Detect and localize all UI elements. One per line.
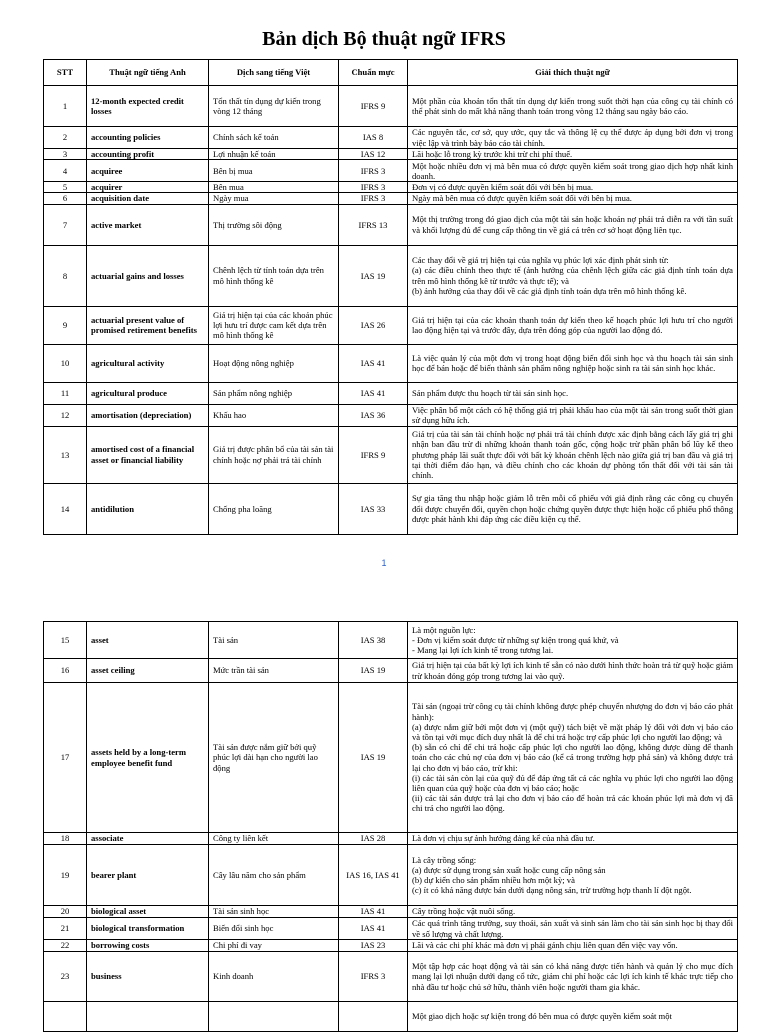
- definition: Lãi và các chi phí khác mà đơn vị phải gánh chịu liên quan đến việc vay vốn.: [408, 940, 738, 952]
- term-vietnamese: Giá trị hiện tại của các khoản phúc lợi hưu trí được cam kết dựa trên mô hình thống kê: [209, 306, 339, 344]
- standard: IFRS 3: [339, 160, 408, 182]
- term-vietnamese: Chi phí đi vay: [209, 940, 339, 952]
- row-number: 10: [44, 344, 87, 382]
- table-row: [44, 952, 738, 1002]
- term-vietnamese: Khấu hao: [209, 404, 339, 426]
- table-row: [44, 149, 738, 160]
- term-vietnamese: Ngày mua: [209, 193, 339, 204]
- standard: IAS 36: [339, 404, 408, 426]
- row-number: 15: [44, 622, 87, 659]
- definition: Sản phẩm được thu hoạch từ tài sản sinh học.: [408, 382, 738, 404]
- table-row: [44, 426, 738, 483]
- term-english: borrowing costs: [87, 940, 209, 952]
- term-vietnamese: Giá trị được phân bổ của tài sản tài chính hoặc nợ phải trả tài chính: [209, 426, 339, 483]
- term-vietnamese: Bên bị mua: [209, 160, 339, 182]
- row-number: 17: [44, 683, 87, 833]
- term-vietnamese: Kinh doanh: [209, 952, 339, 1002]
- term-english: asset ceiling: [87, 659, 209, 683]
- standard: IFRS 3: [339, 182, 408, 193]
- term-english: actuarial gains and losses: [87, 245, 209, 306]
- row-number: 2: [44, 127, 87, 149]
- term-english: amortisation (depreciation): [87, 404, 209, 426]
- row-number: 22: [44, 940, 87, 952]
- table-row: [44, 160, 738, 182]
- definition: Các nguyên tắc, cơ sở, quy ước, quy tắc và thông lệ cụ thể được áp dụng bởi đơn vị trong việc lập và trình bày báo cáo tài chính.: [408, 127, 738, 149]
- definition: Giá trị hiện tại của các khoản thanh toán dự kiến theo kế hoạch phúc lợi hưu trí cho người lao động hiện tại và trước đây, dựa trên đóng góp của người lao động đó.: [408, 306, 738, 344]
- definition: Một phần của khoản tổn thất tín dụng dự kiến trong suốt thời hạn của công cụ tài chính có thể phát sinh do mất khả năng thanh toán trong vòng 12 tháng sau ngày báo cáo.: [408, 86, 738, 127]
- row-number: [44, 1002, 87, 1032]
- row-number: 19: [44, 845, 87, 906]
- table-row: [44, 127, 738, 149]
- term-vietnamese: Công ty liên kết: [209, 833, 339, 845]
- definition: Một thị trường trong đó giao dịch của một tài sản hoặc khoản nợ phải trả diễn ra với tần suất và khối lượng đủ để cung cấp thông tin về giá cả trên cơ sở hoạt động liên tục.: [408, 204, 738, 245]
- term-english: biological transformation: [87, 918, 209, 940]
- term-vietnamese: Chống pha loãng: [209, 483, 339, 534]
- table-row: [44, 906, 738, 918]
- term-english: bearer plant: [87, 845, 209, 906]
- standard: IAS 19: [339, 245, 408, 306]
- definition: Là việc quản lý của một đơn vị trong hoạt động biến đổi sinh học và thu hoạch tài sản sinh học để bán hoặc để biến thành sản phẩm nông nghiệp hoặc sinh ra tài sản sinh học khác.: [408, 344, 738, 382]
- row-number: 16: [44, 659, 87, 683]
- definition: Ngày mà bên mua có được quyền kiểm soát đối với bên bị mua.: [408, 193, 738, 204]
- term-vietnamese: [209, 1002, 339, 1032]
- header-explanation: Giải thích thuật ngữ: [408, 60, 738, 86]
- standard: IAS 19: [339, 683, 408, 833]
- table-row: [44, 182, 738, 193]
- standard: IAS 33: [339, 483, 408, 534]
- header-stt: STT: [44, 60, 87, 86]
- standard: IAS 8: [339, 127, 408, 149]
- row-number: 3: [44, 149, 87, 160]
- term-vietnamese: Hoạt động nông nghiệp: [209, 344, 339, 382]
- definition: Tài sản (ngoại trừ công cụ tài chính không được phép chuyển nhượng do đơn vị báo cáo phát hành): (a) được nắm giữ bởi một đơn vị (một quỹ) tách biệt về mặt pháp lý đối với đơn vị báo cáo và tồn tại với mục đích duy nhất là để chi trả hoặc trợ cấp phúc lợi cho người lao động; và (b) sẵn có chỉ để chi trả hoặc cấp phúc lợi cho người lao động, không được dùng để thanh toán cho các chủ nợ của đơn vị báo cáo (kể cả trong trường hợp phá sản) và không được trả lại cho đơn vị báo cáo, trừ khi: (i) các tài sản còn lại của quỹ đủ để đáp ứng tất cả các nghĩa vụ phúc lợi cho người lao động liên quan của quỹ hoặc của đơn vị báo cáo; hoặc (ii) các tài sản được trả lại cho đơn vị báo cáo để hoàn trả các khoản phúc lợi mà đơn vị đã chi trả cho người lao động.: [408, 683, 738, 833]
- standard: IAS 28: [339, 833, 408, 845]
- table-header-row: [44, 60, 738, 86]
- table-row: [44, 845, 738, 906]
- standard: IAS 12: [339, 149, 408, 160]
- definition: Một hoặc nhiều đơn vị mà bên mua có được quyền kiểm soát trong giao dịch hợp nhất kinh doanh.: [408, 160, 738, 182]
- table-row: [44, 86, 738, 127]
- table-row: [44, 344, 738, 382]
- term-vietnamese: Tài sản được nắm giữ bởi quỹ phúc lợi dài hạn cho người lao động: [209, 683, 339, 833]
- term-english: accounting policies: [87, 127, 209, 149]
- row-number: 5: [44, 182, 87, 193]
- standard: [339, 1002, 408, 1032]
- standard: IAS 23: [339, 940, 408, 952]
- row-number: 13: [44, 426, 87, 483]
- row-number: 9: [44, 306, 87, 344]
- term-english: accounting profit: [87, 149, 209, 160]
- row-number: 7: [44, 204, 87, 245]
- term-vietnamese: Chênh lệch từ tính toán dựa trên mô hình thống kê: [209, 245, 339, 306]
- term-english: antidilution: [87, 483, 209, 534]
- table-row: [44, 306, 738, 344]
- definition: Việc phân bổ một cách có hệ thống giá trị phải khấu hao của một tài sản trong suốt thời gian sử dụng hữu ích.: [408, 404, 738, 426]
- row-number: 8: [44, 245, 87, 306]
- table-row: [44, 940, 738, 952]
- term-english: actuarial present value of promised retirement benefits: [87, 306, 209, 344]
- term-english: [87, 1002, 209, 1032]
- definition: Lãi hoặc lỗ trong kỳ trước khi trừ chi phí thuế.: [408, 149, 738, 160]
- standard: IAS 41: [339, 918, 408, 940]
- row-number: 11: [44, 382, 87, 404]
- definition: Các quá trình tăng trưởng, suy thoái, sản xuất và sinh sản làm cho tài sản sinh học bị thay đổi về số lượng và chất lượng.: [408, 918, 738, 940]
- table-row: [44, 193, 738, 204]
- row-number: 20: [44, 906, 87, 918]
- term-vietnamese: Tài sản sinh học: [209, 906, 339, 918]
- row-number: 4: [44, 160, 87, 182]
- page-title: Bản dịch Bộ thuật ngữ IFRS: [262, 28, 506, 50]
- table-row: [44, 483, 738, 534]
- row-number: 21: [44, 918, 87, 940]
- term-vietnamese: Lợi nhuận kế toán: [209, 149, 339, 160]
- term-english: business: [87, 952, 209, 1002]
- term-vietnamese: Sản phẩm nông nghiệp: [209, 382, 339, 404]
- standard: IFRS 3: [339, 193, 408, 204]
- standard: IAS 26: [339, 306, 408, 344]
- table-row: [44, 404, 738, 426]
- table-row: [44, 683, 738, 833]
- table-row: [44, 918, 738, 940]
- term-vietnamese: Chính sách kế toán: [209, 127, 339, 149]
- term-vietnamese: Bên mua: [209, 182, 339, 193]
- table-row: [44, 245, 738, 306]
- glossary-table-1: [43, 59, 738, 535]
- standard: IAS 41: [339, 344, 408, 382]
- standard: IFRS 9: [339, 86, 408, 127]
- page-number: 1: [381, 558, 387, 568]
- table-row: [44, 1002, 738, 1032]
- row-number: 18: [44, 833, 87, 845]
- term-vietnamese: Biến đổi sinh học: [209, 918, 339, 940]
- term-english: 12-month expected credit losses: [87, 86, 209, 127]
- term-english: asset: [87, 622, 209, 659]
- row-number: 14: [44, 483, 87, 534]
- row-number: 23: [44, 952, 87, 1002]
- term-english: associate: [87, 833, 209, 845]
- table-row: [44, 204, 738, 245]
- table-row: [44, 622, 738, 659]
- standard: IAS 38: [339, 622, 408, 659]
- header-english-term: Thuật ngữ tiếng Anh: [87, 60, 209, 86]
- standard: IAS 41: [339, 906, 408, 918]
- standard: IAS 41: [339, 382, 408, 404]
- term-english: amortised cost of a financial asset or financial liability: [87, 426, 209, 483]
- definition: Là một nguồn lực: - Đơn vị kiểm soát được từ những sự kiện trong quá khứ, và - Mang lại lợi ích kinh tế trong tương lai.: [408, 622, 738, 659]
- definition: Cây trồng hoặc vật nuôi sống.: [408, 906, 738, 918]
- term-english: acquiree: [87, 160, 209, 182]
- term-english: biological asset: [87, 906, 209, 918]
- term-english: active market: [87, 204, 209, 245]
- definition: Một tập hợp các hoạt động và tài sản có khả năng được tiến hành và quản lý cho mục đích mang lại lợi nhuận dưới dạng cổ tức, giảm chi phí hoặc các lợi ích kinh tế khác trực tiếp cho nhà đầu tư hoặc chủ sở hữu, thành viên hoặc người tham gia khác.: [408, 952, 738, 1002]
- row-number: 12: [44, 404, 87, 426]
- table-row: [44, 382, 738, 404]
- row-number: 1: [44, 86, 87, 127]
- row-number: 6: [44, 193, 87, 204]
- standard: IFRS 3: [339, 952, 408, 1002]
- term-vietnamese: Tài sản: [209, 622, 339, 659]
- definition: Là cây trồng sống: (a) được sử dụng trong sản xuất hoặc cung cấp nông sản (b) dự kiến cho sản phẩm nhiều hơn một kỳ; và (c) ít có khả năng được bán dưới dạng nông sản, trừ trường hợp thanh lí đột ngột.: [408, 845, 738, 906]
- definition: Giá trị của tài sản tài chính hoặc nợ phải trả tài chính được xác định bằng cách lấy giá trị ghi nhận ban đầu trừ đi những khoản thanh toán gốc, cộng hoặc trừ phần phân bổ lũy kế theo phương pháp lãi suất thực đối với bất kỳ khoản chênh lệch nào giữa giá trị ban đầu và giá trị tại thời điểm đáo hạn, và điều chỉnh cho các khoản dự phòng tổn thất đối với tài sản tài chính.: [408, 426, 738, 483]
- term-english: acquirer: [87, 182, 209, 193]
- term-vietnamese: Tổn thất tín dụng dự kiến trong vòng 12 tháng: [209, 86, 339, 127]
- standard: IFRS 13: [339, 204, 408, 245]
- standard: IAS 19: [339, 659, 408, 683]
- definition: Đơn vị có được quyền kiểm soát đối với bên bị mua.: [408, 182, 738, 193]
- glossary-table-2: [43, 621, 738, 1032]
- header-vietnamese-translation: Dịch sang tiếng Việt: [209, 60, 339, 86]
- definition: Sự gia tăng thu nhập hoặc giảm lỗ trên mỗi cổ phiếu với giả định rằng các công cụ chuyển đổi được chuyển đổi, quyền chọn hoặc chứng quyền được thực hiện hoặc cổ phiếu phổ thông được phát hành khi đáp ứng các điều kiện cụ thể.: [408, 483, 738, 534]
- table-row: [44, 659, 738, 683]
- definition: Một giao dịch hoặc sự kiện trong đó bên mua có được quyền kiểm soát một: [408, 1002, 738, 1032]
- standard: IFRS 9: [339, 426, 408, 483]
- term-english: assets held by a long-term employee benefit fund: [87, 683, 209, 833]
- header-standard: Chuẩn mực: [339, 60, 408, 86]
- term-english: agricultural produce: [87, 382, 209, 404]
- definition: Các thay đổi về giá trị hiện tại của nghĩa vụ phúc lợi xác định phát sinh từ: (a) các điều chỉnh theo thực tế (ảnh hưởng của chênh lệch giữa các giả định tính toán dựa trên mô hình thống kê từ trước và thực tế); và (b) ảnh hưởng của thay đổi về các giả định tính toán dựa trên mô hình thống kê.: [408, 245, 738, 306]
- term-english: agricultural activity: [87, 344, 209, 382]
- term-english: acquisition date: [87, 193, 209, 204]
- definition: Là đơn vị chịu sự ảnh hưởng đáng kể của nhà đầu tư.: [408, 833, 738, 845]
- standard: IAS 16, IAS 41: [339, 845, 408, 906]
- table-row: [44, 833, 738, 845]
- term-vietnamese: Mức trần tài sản: [209, 659, 339, 683]
- definition: Giá trị hiện tại của bất kỳ lợi ích kinh tế sẵn có nào dưới hình thức hoàn trả từ quỹ hoặc giảm trừ khoản đóng góp trong tương lai vào quỹ.: [408, 659, 738, 683]
- term-vietnamese: Thị trường sôi động: [209, 204, 339, 245]
- term-vietnamese: Cây lâu năm cho sản phẩm: [209, 845, 339, 906]
